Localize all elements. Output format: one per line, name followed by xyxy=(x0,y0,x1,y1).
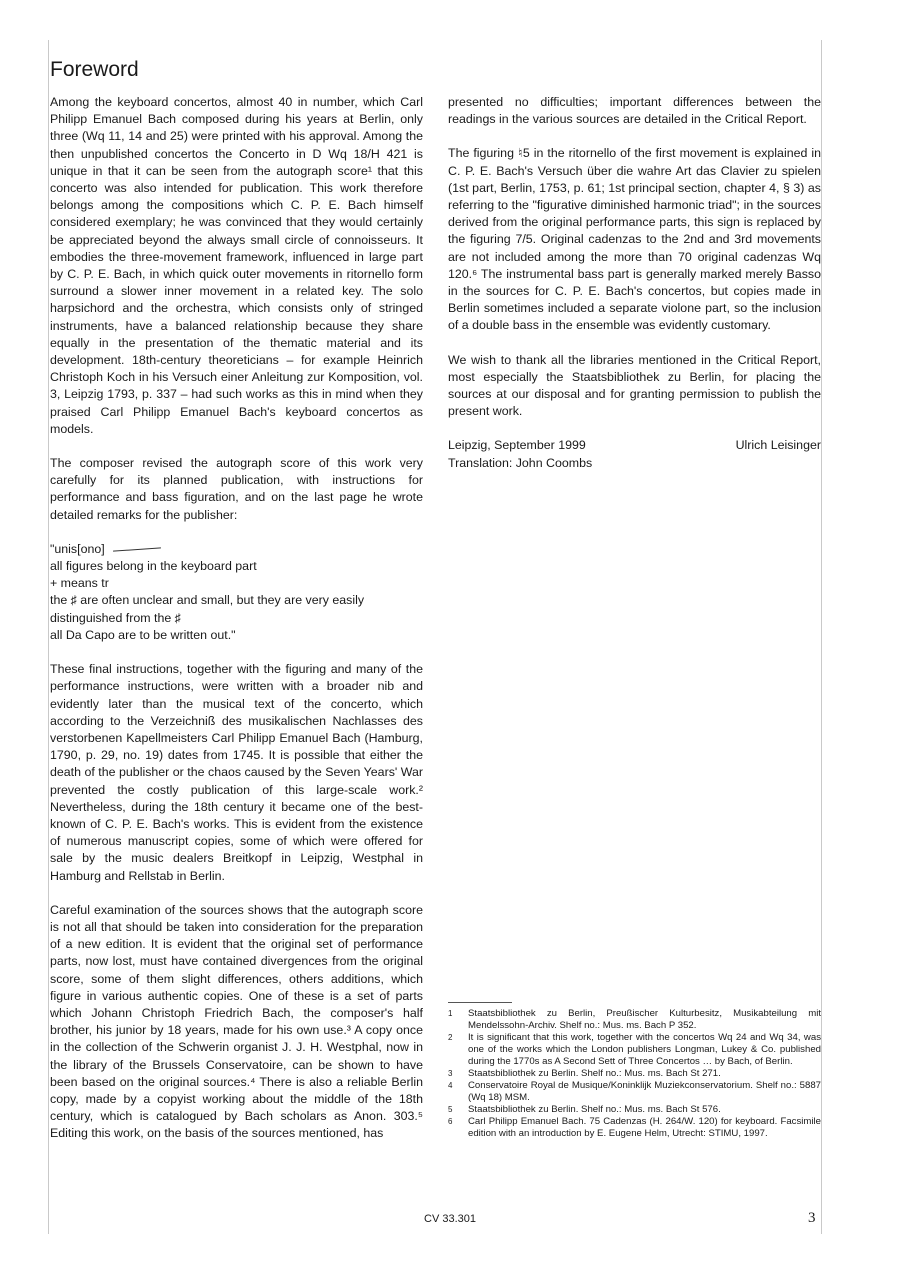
quote-line: all Da Capo are to be written out." xyxy=(50,627,236,642)
paragraph-revision: The composer revised the autograph score of this work very carefully for its planned publication, with instructions for performance and bass figuration, and on the last page he wrote detailed remarks for the publisher: xyxy=(50,456,423,522)
paragraph-sources: Careful examination of the sources shows that the autograph score is not all that should be taken into consideration for the preparation of a new edition. It is evident that the original set of performance parts, now lost, must have contained divergences from the original score, some of them slight differences, others additions, which figure in various authentic copies. One of these is a set of parts which Johann Christoph Friedrich Bach, the composer's half brother, his junior by 18 years, made for his own use.³ A copy once in the collection of the Schwerin organist J. J. H. Westphal, now in the library of the Brussels Conservatoire, can be shown to have been based on the original sources.⁴ There is also a reliable Berlin copy, made by a copyist working about the middle of the 18th century, which is catalogued by Bach scholars as Anon. 303.⁵ Editing this work, on the basis of the sources mentioned, has xyxy=(50,902,423,1141)
unison-stroke xyxy=(113,547,161,551)
right-margin-rule xyxy=(821,40,822,1234)
footnote: 3 Staatsbibliothek zu Berlin. Shelf no.: Mus. ms. Bach St 271. xyxy=(448,1068,721,1079)
paragraph-editing: presented no difficulties; important differences between the readings in the various sources are detailed in the Critical Report. xyxy=(448,95,821,127)
signature-line xyxy=(448,437,821,454)
page-number: 3 xyxy=(808,1210,816,1226)
footnotes xyxy=(448,1008,821,1140)
translator-credit: Translation: John Coombs xyxy=(448,455,593,470)
footnote: 1 Staatsbibliothek zu Berlin, Preußischer Kulturbesitz, Musikabteilung mit Mendelssohn-Archiv. Shelf no.: Mus. ms. Bach P 352. xyxy=(448,1008,821,1031)
author-name: Ulrich Leisinger xyxy=(735,438,821,453)
footnote: 2 It is significant that this work, together with the concertos Wq 24 and Wq 34, was one of the works which the London publishers Longman, Lukey & Co. published during the 1770s as A Second Sett of Three Concertos … by Bach, of Berlin. xyxy=(448,1032,821,1067)
quote-line: + means tr xyxy=(50,576,109,591)
catalog-number: CV 33.301 xyxy=(424,1213,476,1225)
page-title: Foreword xyxy=(50,58,139,81)
place-date: Leipzig, September 1999 xyxy=(448,438,586,453)
footnote-rule xyxy=(448,1002,512,1003)
left-column xyxy=(50,94,423,1143)
footnote: 5 Staatsbibliothek zu Berlin. Shelf no.: Mus. ms. Bach St 576. xyxy=(448,1104,721,1115)
footnote: 6 Carl Philipp Emanuel Bach. 75 Cadenzas (H. 264/W. 120) for keyboard. Facsimile edition with an introduction by E. Eugene Helm, Utrecht: STIMU, 1997. xyxy=(448,1116,821,1139)
left-margin-rule xyxy=(48,40,49,1234)
footnote: 4 Conservatoire Royal de Musique/Koninklijk Muziekconservatorium. Shelf no.: 5887 (Wq 18) MSM. xyxy=(448,1080,821,1103)
paragraph-introduction: Among the keyboard concertos, almost 40 in number, which Carl Philipp Emanuel Bach composed during his years at Berlin, only three (Wq 11, 14 and 25) were printed with his approval. Among the then unpublished concertos the Concerto in D Wq 18/H 421 is unique in that it can be seen from the autograph score¹ that this concerto was also intended for publication. This work therefore belongs among the compositions which C. P. E. Bach himself considered exemplary; he was convinced that they would certainly be appreciated beyond the always small circle of connoisseurs. It embodies the three-movement framework, influenced in large part by C. P. E. Bach, in which quick outer movements in ritornello form surround a slower inner movement in a related key. The solo harpsichord and the orchestra, which consists only of stringed instruments, have a balanced relationship because they share equally in the presentation of the thematic material and its development. 18th-century theoreticians – for example Heinrich Christoph Koch in his Versuch einer Anleitung zur Komposition, vol. 3, Leipzig 1793, p. 337 – had such works as this in mind when they praised Carl Philipp Emanuel Bach's keyboard concertos as models. xyxy=(50,95,423,436)
quote-line: the ♯ are often unclear and small, but they are very easily distinguished from the ♯ xyxy=(50,593,365,625)
paragraph-figuring: The figuring ♮5 in the ritornello of the first movement is explained in C. P. E. Bach's Versuch über die wahre Art das Clavier zu spielen (1st part, Berlin, 1753, p. 61; 1st principal section, chapter 4, § 3) as referring to the "figurative diminished harmonic triad"; in the sources derived from the original performance parts, this sign is replaced by the figuring 7/5. Original cadenzas to the 2nd and 3rd movements are not included among the more than 70 original cadenzas Wq 120.⁶ The instrumental bass part is generally marked merely Basso in the sources for C. P. E. Bach's concertos, but copies made in Berlin sometimes included a separate violone part, so the inclusion of a double bass in the ensemble was evidently customary. xyxy=(448,146,821,333)
publisher-remarks-quote xyxy=(50,541,423,644)
paragraph-instructions: These final instructions, together with the figuring and many of the performance instructions, were written with a broader nib and evidently later than the musical text of the concerto, which according to the Verzeichniß des musikalischen Nachlasses des verstorbenen Kapellmeisters Carl Philipp Emanuel Bach (Hamburg, 1790, p. 29, no. 19) dates from 1745. It is possible that either the death of the publisher or the chaos caused by the Seven Years' War prevented the costly publication of this large-scale work.² Nevertheless, during the 18th century it became one of the best-known of C. P. E. Bach's works. This is evident from the existence of numerous manuscript copies, some of which were offered for sale by the music dealers Breitkopf in Leipzig, Westphal in Hamburg and Rellstab in Berlin. xyxy=(50,662,423,883)
right-column xyxy=(448,94,821,472)
paragraph-acknowledgements: We wish to thank all the libraries mentioned in the Critical Report, most especially the Staatsbibliothek zu Berlin, for placing the sources at our disposal and for granting permission to publish the present work. xyxy=(448,352,821,419)
quote-line: all figures belong in the keyboard part xyxy=(50,559,257,574)
quote-line: "unis[ono] xyxy=(50,541,423,558)
